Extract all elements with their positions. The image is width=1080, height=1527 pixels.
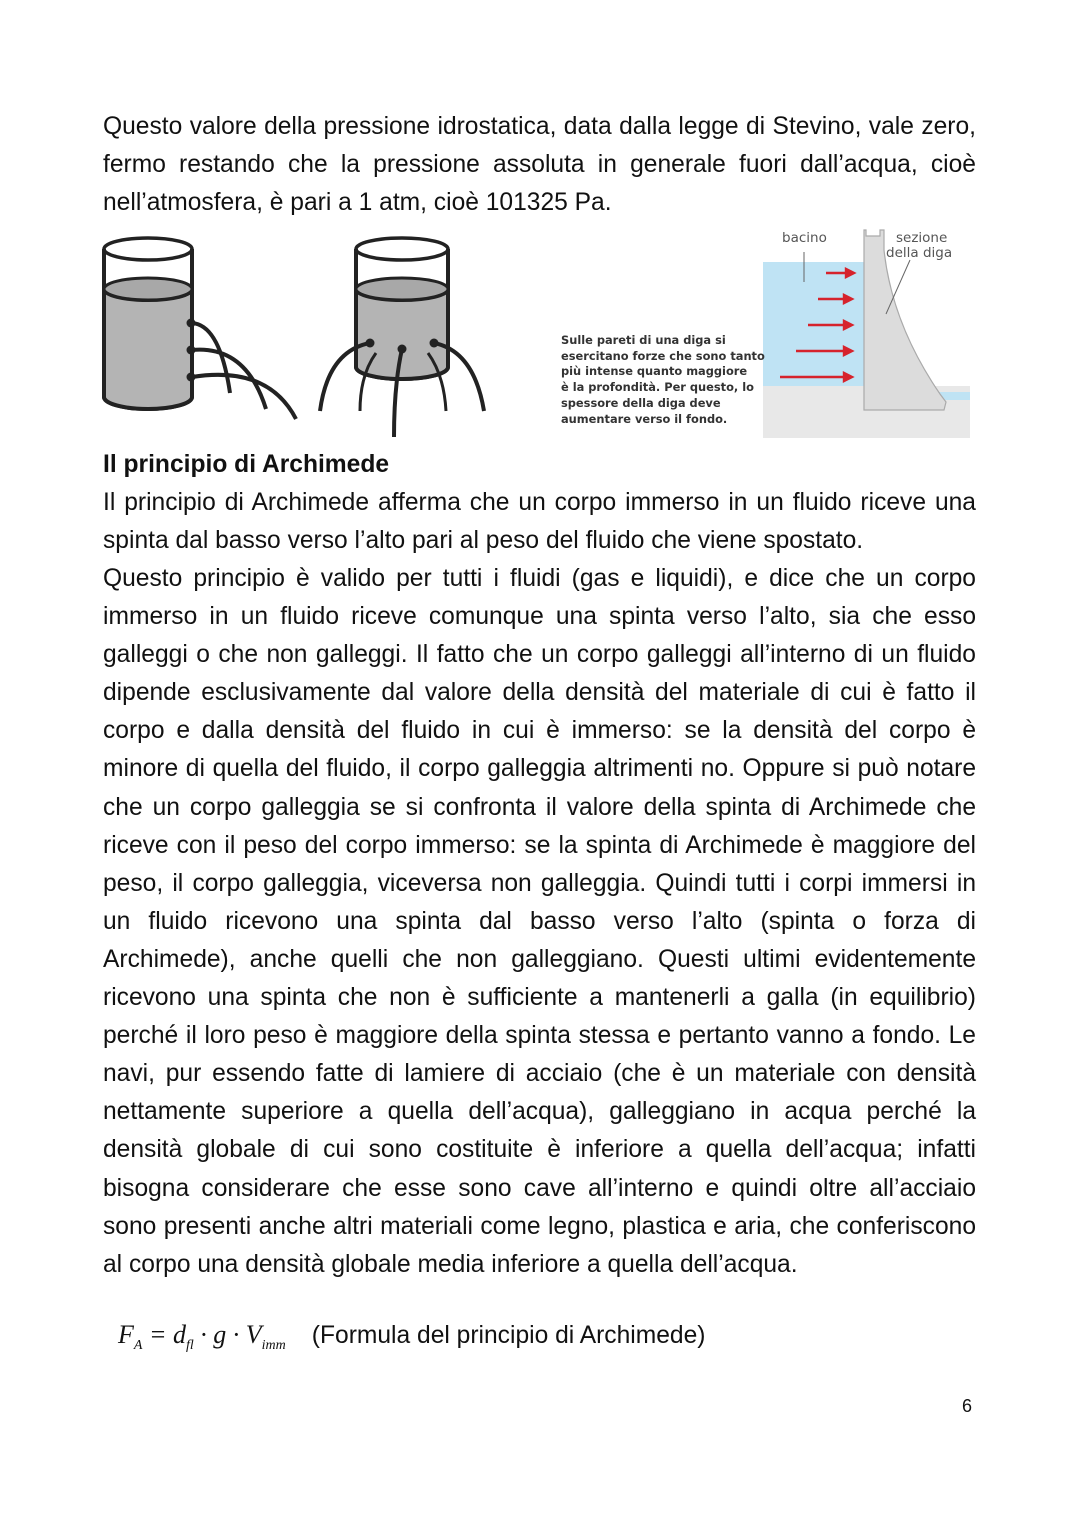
archimedes-formula — [118, 1316, 705, 1365]
dam-caption — [561, 333, 766, 427]
caption-line: è la profondità. Per questo, lo — [561, 380, 754, 395]
page-number: 6 — [962, 1396, 973, 1416]
label-section-line1: sezione — [896, 230, 948, 246]
archimede-paragraph-2: Questo principio è valido per tutti i fluidi (gas e liquidi), e dice che un corpo immerso in un fluido riceve comunque una spinta verso l’alto, sia che esso galleggi o che non galleggi. Il fatto che un corpo galleggi all’interno di un fluido dipende esclusivamente dal valore della densità del materiale di cui è fatto il corpo e dalla densità del fluido in cui è immerso: se la densità del corpo è minore di quella del fluido, il corpo galleggia altrimenti no. Oppure si può notare che un corpo galleggia se si confronta il valore della spinta di Archimede che riceve con il peso del corpo immerso: se la spinta di Archimede è maggiore del peso, il corpo galleggia, viceversa non galleggia. Quindi tutti i corpi immersi in un fluido ricevono una spinta dal basso verso l’alto (spinta o forza di Archimede), anche quelli che non galleggiano. Questi ultimi evidentemente ricevono una spinta che non è sufficiente a mantenerli a galla (in equilibrio) perché il loro peso è maggiore della spinta stessa e pertanto vanno a fondo. Le navi, pur essendo fatte di lamiere di acciaio (che è un materiale con densità nettamente superiore a quella dell’acqua), galleggiano in acqua perché la densità globale di cui sono costituite è inferiore a quella dell’acqua; infatti bisogna considerare che esse sono cave all’interno e quindi oltre all’acciaio sono presenti anche altri materiali come legno, plastica e aria, che conferiscono al corpo una densità globale media inferiore a quella dell’acqua. — [103, 565, 976, 1278]
caption-line: più intense quanto maggiore — [561, 364, 748, 379]
cylinder-bottom-holes — [320, 238, 484, 437]
formula-description: (Formula del principio di Archimede) — [311, 1322, 706, 1349]
label-basin: bacino — [782, 230, 827, 246]
caption-line: spessore della diga deve — [561, 395, 721, 410]
caption-line: esercitano forze che sono tanto — [561, 348, 765, 363]
section-heading: Il principio di Archimede — [103, 451, 390, 478]
cylinder-side-holes — [104, 238, 296, 419]
dam-figure — [760, 224, 972, 438]
formula-math: $F_A = d_{fl} \cdot g \cdot V_{imm}$ — [118, 1320, 286, 1354]
label-section-line2: della diga — [886, 245, 953, 261]
archimede-paragraph-1: Il principio di Archimede afferma che un corpo immerso in un fluido riceve una spinta dal basso verso l’alto pari al peso del fluido che viene spostato. — [103, 489, 976, 555]
cylinders-figure — [98, 225, 508, 445]
intro-paragraph: Questo valore della pressione idrostatica, data dalla legge di Stevino, vale zero, fermo restando che la pressione assoluta in generale fuori dall’acqua, cioè nell’atmosfera, è pari a 1 atm, cioè 101325 Pa. — [103, 113, 976, 217]
caption-line: aumentare verso il fondo. — [561, 411, 728, 426]
caption-line: Sulle pareti di una diga si — [561, 333, 726, 347]
